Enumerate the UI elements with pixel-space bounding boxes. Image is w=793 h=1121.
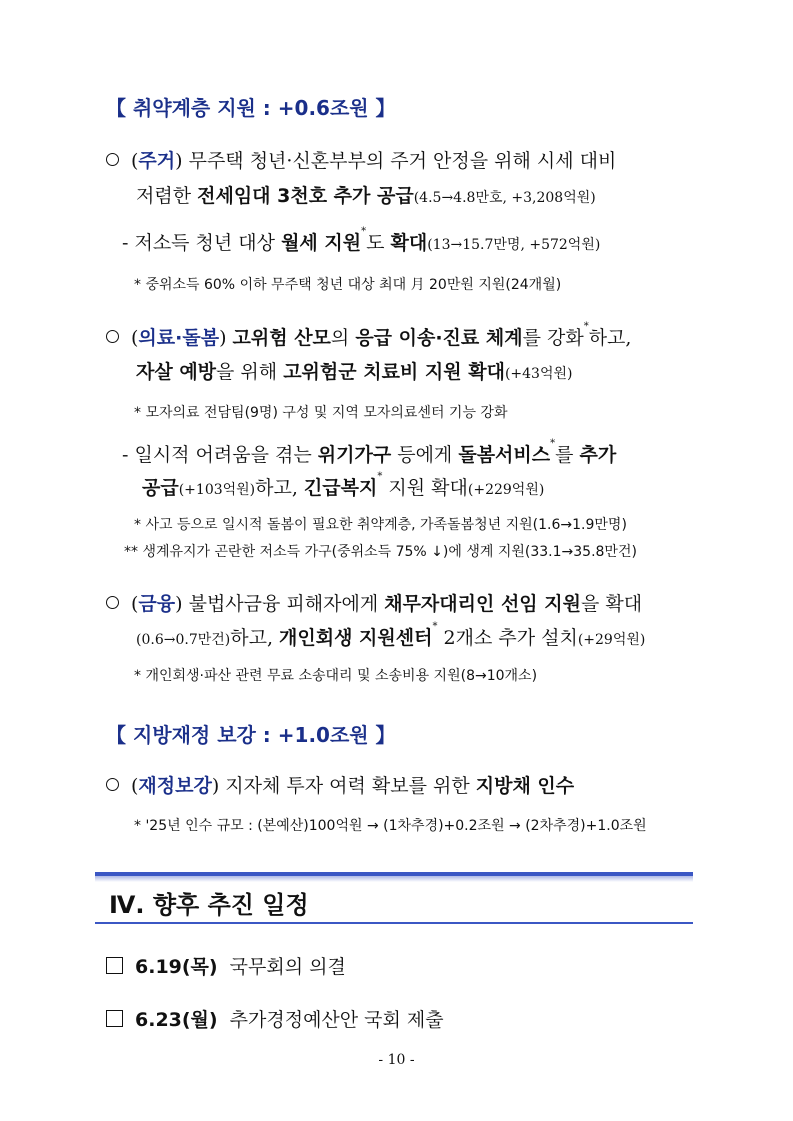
schedule-text: 국무회의 의결	[229, 956, 346, 978]
finance-text-3: 하고,	[230, 627, 280, 649]
housing-sub-text: - 저소득 청년 대상	[122, 232, 282, 254]
housing-sub-item: - 저소득 청년 대상 월세 지원*도 확대(13→15.7만명, +572억원)	[122, 226, 601, 254]
finance-text-2: 을 확대	[581, 593, 643, 615]
care-text-5: 지원 확대	[382, 477, 468, 499]
finance-text-4: 2개소 추가 설치	[437, 627, 578, 649]
treatment-support-highlight: 고위험군 치료비 지원 확대	[283, 361, 505, 383]
circle-bullet-icon	[106, 330, 119, 343]
medical-tag: 의료·돌봄	[138, 327, 220, 349]
local-bond-highlight: 지방채 인수	[475, 775, 575, 797]
local-finance-footnote: * '25년 인수 규모 : (본예산)100억원 → (1차추경)+0.2조원 → (2차추경)+1.0조원	[134, 818, 647, 834]
circle-bullet-icon	[106, 596, 119, 609]
header-shade	[95, 876, 693, 882]
medical-item-line2	[136, 357, 572, 384]
medical-text-3: 하고,	[588, 327, 632, 349]
local-finance-tag: 재정보강	[138, 775, 212, 797]
care-amount: (+103억원)	[178, 482, 256, 498]
circle-bullet-icon	[106, 153, 119, 166]
schedule-item	[106, 952, 346, 979]
rent-support-highlight: 월세 지원	[281, 232, 362, 254]
care-footnote-2: ** 생계유지가 곤란한 저소득 가구(중위소득 75% ↓)에 생계 지원(33.1→35.8만건)	[124, 544, 637, 560]
finance-text-1: ) 불법사금융 피해자에게	[175, 593, 385, 615]
checkbox-square-icon	[106, 957, 123, 974]
care-service-highlight: 돌봄서비스	[458, 444, 551, 466]
welfare-amount: (+229억원)	[467, 482, 545, 498]
care-text-1: - 일시적 어려움을 겪는	[122, 444, 318, 466]
housing-item-line1: (주거) 무주택 청년·신혼부부의 주거 안정을 위해 시세 대비	[106, 146, 616, 173]
housing-footnote: * 중위소득 60% 이하 무주택 청년 대상 최대 月 20만원 지원(24개월)	[134, 277, 562, 293]
rent-amount: (13→15.7만명, +572억원)	[427, 237, 601, 253]
housing-item-line2	[136, 181, 596, 208]
emergency-system-highlight: 응급 이송·진료 체계	[355, 327, 523, 349]
care-text-3: 를	[555, 444, 580, 466]
care-sub-item-line2: 공급(+103억원)하고, 긴급복지* 지원 확대(+229억원)	[142, 471, 545, 499]
finance-tag: 금융	[138, 593, 176, 615]
care-sub-item-line1: - 일시적 어려움을 겪는 위기가구 등에게 돌봄서비스*를 추가	[122, 438, 617, 466]
medical-text-4: 을 위해	[216, 361, 284, 383]
high-risk-mother-highlight: 고위험 산모	[232, 327, 331, 349]
finance-amount-1: (0.6→0.7만건)	[136, 632, 231, 648]
schedule-text: 추가경정예산안 국회 제출	[229, 1009, 444, 1031]
circle-bullet-icon	[106, 778, 119, 791]
housing-text: ) 무주택 청년·신혼부부의 주거 안정을 위해 시세 대비	[175, 150, 617, 172]
expand-highlight: 확대	[390, 232, 428, 254]
care-text-4: 하고,	[255, 477, 304, 499]
page-number: - 10 -	[378, 1052, 415, 1068]
crisis-household-highlight: 위기가구	[317, 444, 392, 466]
suicide-prevention-highlight: 자살 예방	[136, 361, 217, 383]
housing-amount: (4.5→4.8만호, +3,208억원)	[413, 190, 596, 206]
schedule-item	[106, 1005, 444, 1032]
medical-text-1: 의	[330, 327, 356, 349]
section-title-vulnerable-support: 【 취약계층 지원 : +0.6조원 】	[106, 96, 396, 120]
housing-text-2: 저렴한	[136, 185, 198, 207]
local-finance-item: (재정보강) 지자체 투자 여력 확보를 위한 지방채 인수	[106, 771, 574, 798]
chapter-header	[95, 872, 693, 924]
debtor-agent-highlight: 채무자대리인 선임 지원	[384, 593, 581, 615]
care-text-2: 등에게	[391, 444, 459, 466]
finance-item-line1: (금융) 불법사금융 피해자에게 채무자대리인 선임 지원을 확대	[106, 589, 642, 616]
chapter-title: Ⅳ. 향후 추진 일정	[109, 891, 309, 919]
medical-item-line1: (의료·돌봄) 고위험 산모의 응급 이송·진료 체계를 강화*하고,	[106, 323, 631, 350]
section-title-local-finance: 【 지방재정 보강 : +1.0조원 】	[106, 723, 396, 747]
emergency-welfare-highlight: 긴급복지	[303, 477, 378, 499]
rehab-center-highlight: 개인회생 지원센터	[279, 627, 433, 649]
local-finance-text: ) 지자체 투자 여력 확보를 위한	[211, 775, 476, 797]
care-footnote-1: * 사고 등으로 일시적 돌봄이 필요한 취약계층, 가족돌봄청년 지원(1.6→1.9만명)	[134, 517, 627, 533]
finance-amount-2: (+29억원)	[577, 632, 646, 648]
medical-amount: (+43억원)	[504, 366, 573, 382]
schedule-date: 6.19(목)	[135, 956, 218, 978]
schedule-date: 6.23(월)	[135, 1009, 218, 1031]
housing-highlight: 전세임대 3천호 추가 공급	[197, 185, 414, 207]
checkbox-square-icon	[106, 1010, 123, 1027]
medical-footnote: * 모자의료 전담팀(9명) 구성 및 지역 모자의료센터 기능 강화	[134, 405, 508, 421]
finance-footnote: * 개인회생·파산 관련 무료 소송대리 및 소송비용 지원(8→10개소)	[134, 668, 538, 684]
housing-tag: 주거	[138, 150, 176, 172]
medical-text-2: 를 강화	[522, 327, 584, 349]
additional-highlight: 추가	[579, 444, 617, 466]
finance-item-line2: (0.6→0.7만건)하고, 개인회생 지원센터* 2개소 추가 설치(+29억원)	[136, 621, 646, 649]
housing-sub-text-2: 도	[366, 232, 391, 254]
supply-highlight: 공급	[142, 477, 179, 499]
